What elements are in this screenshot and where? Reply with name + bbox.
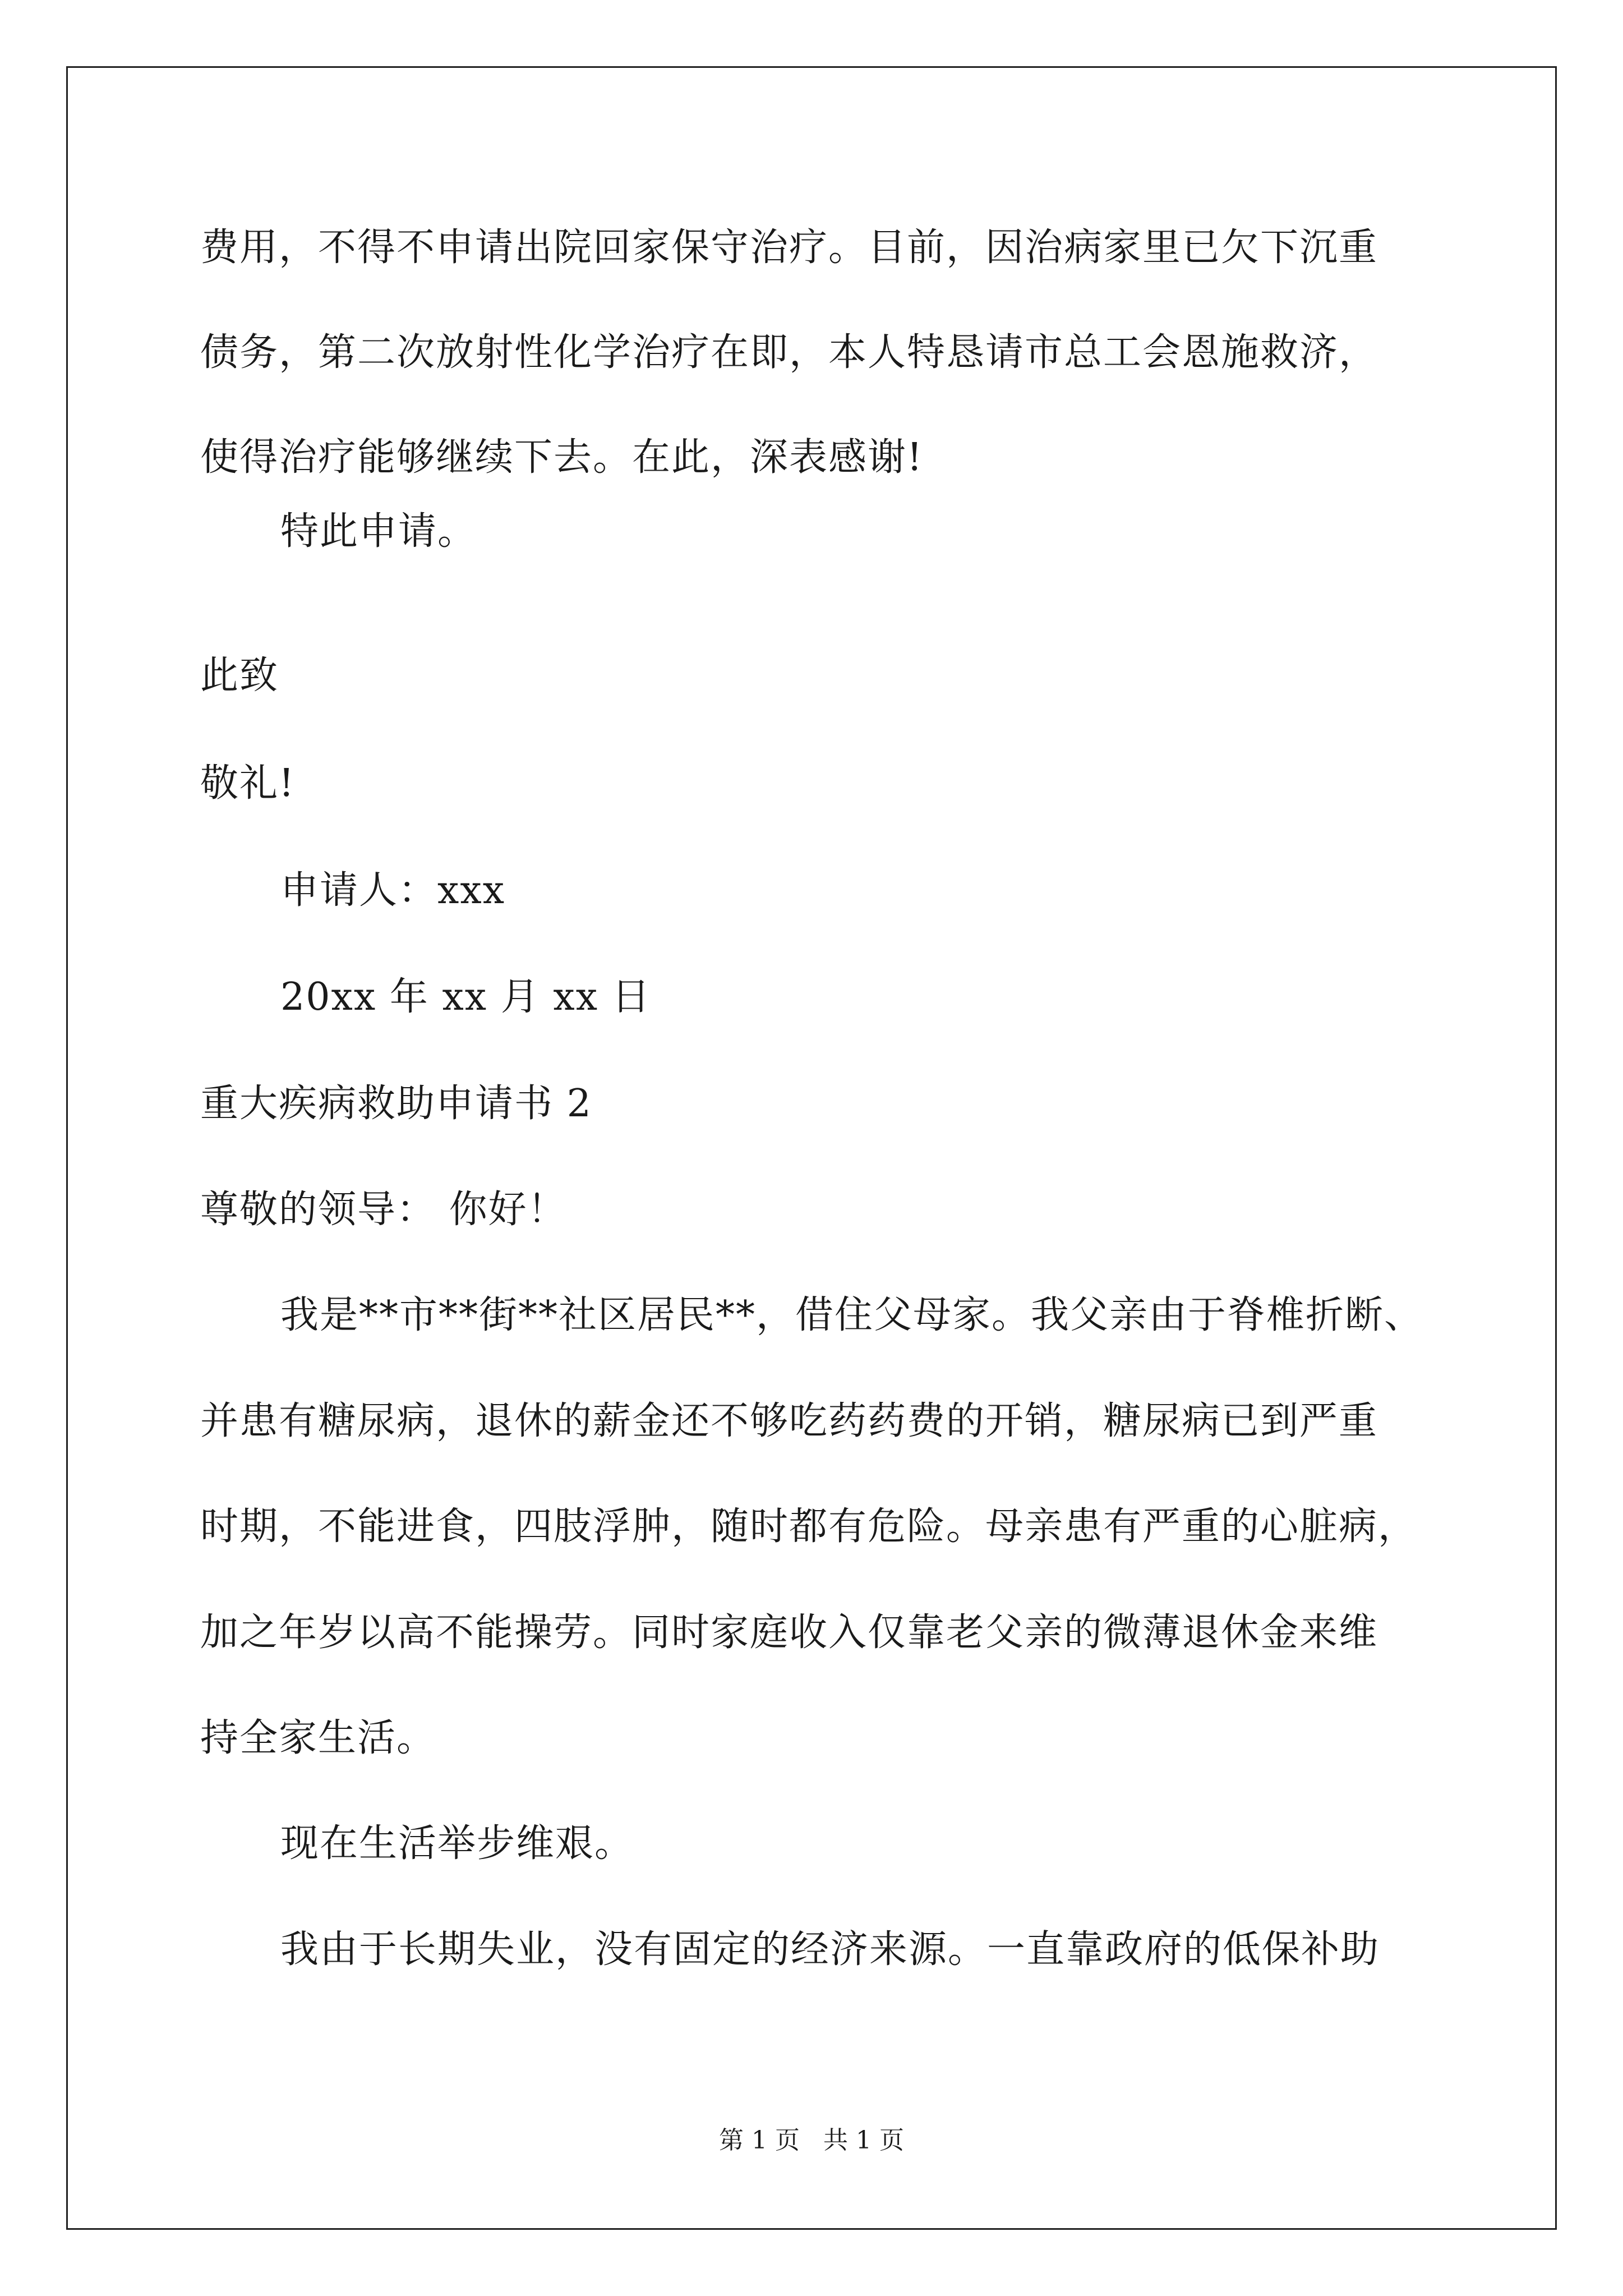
page-footer: 第 1 页 共 1 页 xyxy=(719,2126,904,2155)
date-line: 20xx 年 xx 月 xx 日 xyxy=(280,975,651,1019)
paragraph-line: 债务，第二次放射性化学治疗在即，本人特恳请市总工会恩施救济， xyxy=(200,330,1378,375)
page-border xyxy=(66,66,1557,2230)
paragraph-line: 并患有糖尿病，退休的薪金还不够吃药药费的开销，糖尿病已到严重 xyxy=(200,1399,1378,1443)
paragraph-line: 时期，不能进食，四肢浮肿，随时都有危险。母亲患有严重的心脏病， xyxy=(200,1504,1418,1549)
closing-statement: 特此申请。 xyxy=(280,509,477,554)
paragraph-line: 现在生活举步维艰。 xyxy=(280,1821,634,1866)
greeting-line: 尊敬的领导： 你好！ xyxy=(200,1188,567,1232)
applicant-signature: 申请人：xxx xyxy=(280,868,506,913)
paragraph-line: 费用，不得不申请出院回家保守治疗。目前，因治病家里已欠下沉重 xyxy=(200,226,1378,270)
paragraph-line: 我由于长期失业，没有固定的经济来源。一直靠政府的低保补助 xyxy=(280,1927,1380,1972)
paragraph-line: 使得治疗能够继续下去。在此，深表感谢! xyxy=(200,435,924,480)
salutation-line: 敬礼! xyxy=(200,761,296,806)
paragraph-line: 我是**市**街**社区居民**，借住父母家。我父亲由于脊椎折断、 xyxy=(280,1293,1424,1337)
section-title: 重大疾病救助申请书 2 xyxy=(200,1082,592,1126)
paragraph-line: 加之年岁以高不能操劳。同时家庭收入仅靠老父亲的微薄退休金来维 xyxy=(200,1611,1378,1655)
paragraph-line: 持全家生活。 xyxy=(200,1716,436,1760)
salutation-line: 此致 xyxy=(200,654,279,698)
